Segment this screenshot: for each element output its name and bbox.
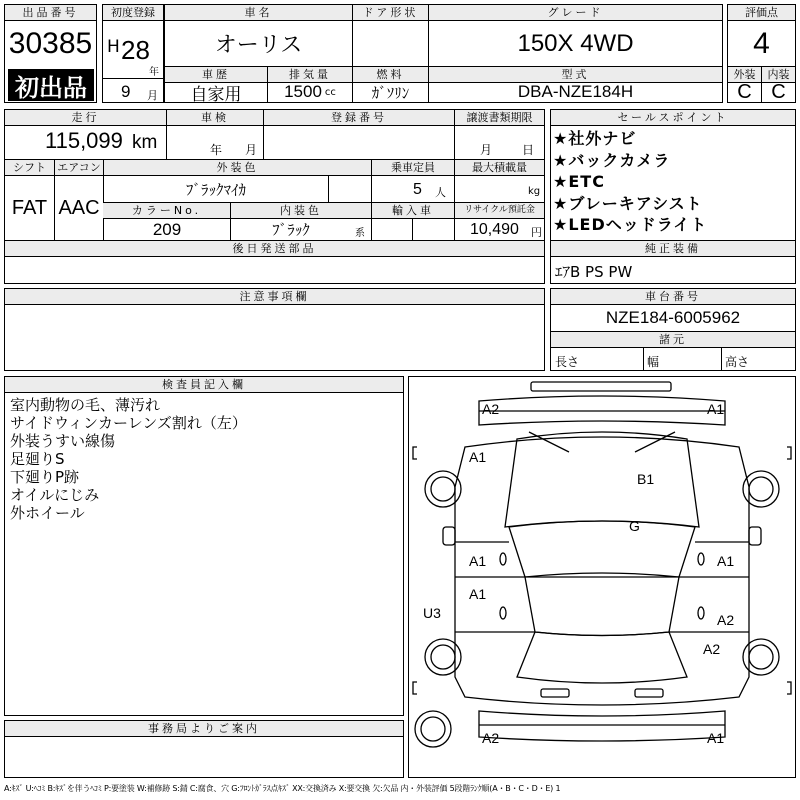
office-label: 事務局よりご案内 xyxy=(5,721,403,737)
inspector-note: サイドウィンカーレンズ割れ（左） xyxy=(10,414,247,432)
mileage-label: 走行 xyxy=(5,110,166,126)
history-label: 車歴 xyxy=(165,67,267,83)
disp-block xyxy=(268,82,352,102)
import-label: 輸入車 xyxy=(371,203,454,219)
inspector-label: 検査員記入欄 xyxy=(5,377,403,393)
dim-height-label: 高さ xyxy=(725,355,750,369)
shift-value: FAT xyxy=(11,196,48,219)
car-name: オーリス xyxy=(214,33,303,58)
sales-point-item: ★ブレーキアシスト xyxy=(553,193,703,213)
reg-year: 28 xyxy=(121,35,150,65)
dimensions-label: 諸元 xyxy=(551,332,795,348)
disp-unit: cc xyxy=(324,86,336,98)
recycle-value: 10,490 xyxy=(470,221,519,238)
intcolor-unit: 系 xyxy=(355,228,365,239)
damage-mark-top-left: A2 xyxy=(482,401,500,417)
damage-mark-rear-right: A2 xyxy=(703,641,721,657)
int-grade: C xyxy=(771,80,786,103)
ext-label: 外装 xyxy=(728,67,761,83)
detail-box xyxy=(4,109,545,284)
caution-box xyxy=(4,288,545,371)
transfer-month-unit: 月 xyxy=(480,143,493,157)
disp-value: 1500 xyxy=(284,82,322,101)
chassis-box xyxy=(550,288,796,371)
color-label: 外装色 xyxy=(103,160,371,176)
car-outline xyxy=(409,377,795,777)
vehicle-box xyxy=(164,4,723,103)
caution-label: 注意事項欄 xyxy=(5,289,544,305)
model-value: DBA-NZE184H xyxy=(517,82,634,101)
int-label: 内装 xyxy=(761,67,795,83)
std-equip-value: ｴｱB PS PW xyxy=(555,263,633,281)
fuel-label: 燃料 xyxy=(352,67,428,83)
ac-value: AAC xyxy=(58,196,100,219)
inspector-notes xyxy=(10,396,247,522)
sales-box xyxy=(550,109,796,284)
damage-mark-hood: B1 xyxy=(637,471,655,487)
damage-mark-door-fl: A1 xyxy=(469,553,487,569)
capacity-value: 5 xyxy=(413,181,422,198)
color-value: ﾌﾞﾗｯｸﾏｲｶ xyxy=(185,180,246,199)
regno-label: 登録番号 xyxy=(263,110,454,126)
damage-mark-door-rl: A1 xyxy=(469,586,487,602)
damage-mark-front-left: A1 xyxy=(469,449,487,465)
dim-length-label: 長さ xyxy=(555,355,580,369)
recycle-unit: 円 xyxy=(531,226,542,239)
inspector-note: オイルにじみ xyxy=(10,486,100,504)
score-value: 4 xyxy=(753,26,770,60)
capacity-unit: 人 xyxy=(435,186,446,199)
transfer-day-unit: 日 xyxy=(522,143,535,157)
grade-label: グレード xyxy=(428,5,722,21)
disp-label: 排気量 xyxy=(267,67,352,83)
sales-list xyxy=(553,128,707,236)
later-parts-label: 後日発送部品 xyxy=(5,241,544,257)
sales-point-item: ★LEDヘッドライト xyxy=(553,215,708,234)
office-box xyxy=(4,720,404,778)
legend-footer: A:ｷｽﾞ U:ﾍｺﾐ B:ｷｽﾞを伴うﾍｺﾐ P:要塗装 W:補修跡 S:錆 C:腐食、穴 G:ﾌﾛﾝﾄｶﾞﾗｽ点ｷｽﾞ XX:交換済み X:要交換 欠:欠品 内・外装評価 5段階ﾗﾝｸ順(A・B・C・D・E) 1 xyxy=(4,784,561,793)
chassis-label: 車台番号 xyxy=(551,289,795,305)
damage-mark-bottom-right: A1 xyxy=(707,730,725,746)
std-equip-label: 純正装備 xyxy=(551,241,795,257)
intcolor-value: ﾌﾞﾗｯｸ xyxy=(272,221,310,239)
recycle-label: リサイクル預託金 xyxy=(454,203,544,219)
inspector-note: 下廻りP跡 xyxy=(10,468,80,486)
mileage-block xyxy=(45,128,157,154)
mileage-unit: km xyxy=(132,132,158,153)
door-label: ドア形状 xyxy=(352,5,428,21)
car-diagram xyxy=(408,376,796,778)
sales-point-item: ★バックカメラ xyxy=(553,150,671,170)
score-label: 評価点 xyxy=(728,5,795,21)
sales-label: セールスポイント xyxy=(551,110,795,126)
reg-label: 初度登録 xyxy=(103,5,163,21)
month-unit: 月 xyxy=(147,89,158,102)
damage-mark-door-fr: A1 xyxy=(717,553,735,569)
era: H xyxy=(107,37,120,57)
inspector-note: 室内動物の毛、薄汚れ xyxy=(10,396,161,414)
regno-value xyxy=(264,126,454,159)
lot-label: 出品番号 xyxy=(5,5,96,21)
dim-width-label: 幅 xyxy=(647,355,660,369)
door-value xyxy=(353,21,428,66)
fuel-value: ｶﾞｿﾘﾝ xyxy=(371,83,410,102)
damage-mark-door-rr: A2 xyxy=(717,612,735,628)
car-name-label: 車名 xyxy=(165,5,352,21)
sales-point-item: ★ETC xyxy=(553,172,605,191)
inspector-note: 外ホイール xyxy=(10,504,85,522)
colorno-label: カラーNo. xyxy=(103,203,230,219)
first-time-badge: 初出品 xyxy=(8,69,94,101)
colorno-value: 209 xyxy=(152,219,182,239)
shift-label: シフト xyxy=(5,160,54,176)
ac-label: エアコン xyxy=(54,160,103,176)
history-value: 自家用 xyxy=(190,84,242,105)
reg-month: 9 xyxy=(121,82,131,101)
chassis-value: NZE184-6005962 xyxy=(605,308,741,327)
registration-box xyxy=(102,4,164,103)
transfer-label: 譲渡書類期限 xyxy=(454,110,544,126)
capacity-label: 乗車定員 xyxy=(371,160,454,176)
insp-month-unit: 月 xyxy=(245,143,258,157)
load-unit: kg xyxy=(528,186,541,197)
damage-mark-bottom-left: A2 xyxy=(482,730,500,746)
year-unit: 年 xyxy=(149,67,159,78)
inspector-note: 足廻りS xyxy=(10,450,65,468)
sales-point-item: ★社外ナビ xyxy=(553,129,637,148)
load-label: 最大積載量 xyxy=(454,160,544,176)
inspection-label: 車検 xyxy=(166,110,263,126)
score-box xyxy=(727,4,796,103)
inspector-note: 外装うすい線傷 xyxy=(10,432,116,450)
inspector-box xyxy=(4,376,404,716)
mileage-value: 115,099 xyxy=(45,128,123,153)
lot-box xyxy=(4,4,97,103)
damage-mark-rocker-left: U3 xyxy=(423,605,441,621)
grade-value: 150X 4WD xyxy=(517,29,634,57)
damage-mark-roof: G xyxy=(629,518,640,534)
lot-number: 30385 xyxy=(8,27,93,60)
intcolor-label: 内装色 xyxy=(230,203,371,219)
insp-year-unit: 年 xyxy=(210,143,223,157)
damage-mark-top-right: A1 xyxy=(707,401,725,417)
ext-grade: C xyxy=(737,80,752,103)
model-label: 型式 xyxy=(428,67,722,83)
